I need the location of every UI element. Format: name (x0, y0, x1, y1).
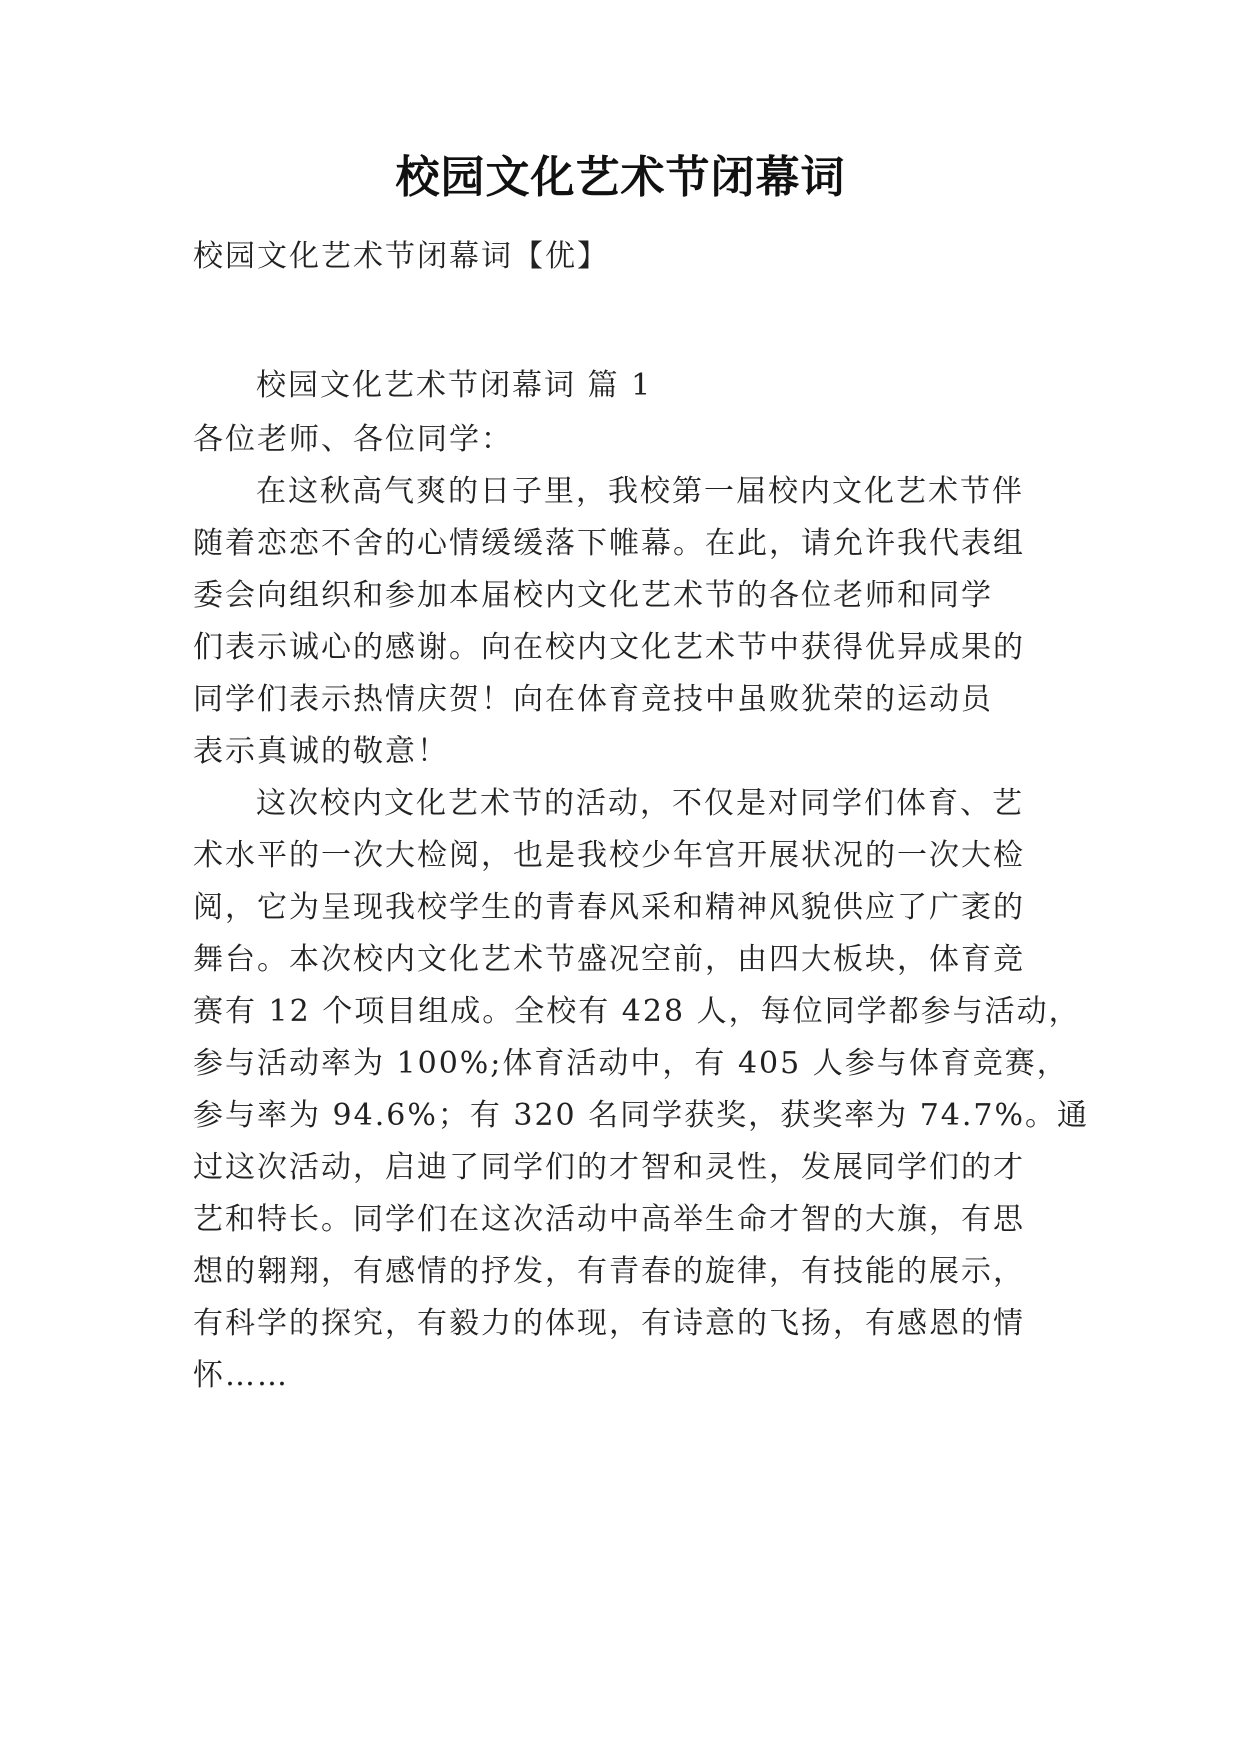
section-heading: 校园文化艺术节闭幕词 篇 1 (256, 368, 653, 403)
document-title: 校园文化艺术节闭幕词 (395, 152, 846, 203)
paragraph-line: 们表示诚心的感谢。向在校内文化艺术节中获得优异成果的 (193, 630, 1025, 665)
paragraph-line: 委会向组织和参加本届校内文化艺术节的各位老师和同学 (193, 578, 993, 613)
paragraph-line: 怀…… (193, 1358, 289, 1393)
greeting-line: 各位老师、各位同学： (193, 422, 513, 457)
paragraph-line: 在这秋高气爽的日子里，我校第一届校内文化艺术节伴 (256, 474, 1024, 509)
paragraph-line: 舞台。本次校内文化艺术节盛况空前，由四大板块，体育竞 (193, 942, 1025, 977)
paragraph-line: 参与活动率为 100%;体育活动中，有 405 人参与体育竞赛， (193, 1046, 1069, 1081)
paragraph-line: 同学们表示热情庆贺！向在体育竞技中虽败犹荣的运动员 (193, 682, 993, 717)
paragraph-line: 表示真诚的敬意！ (193, 734, 449, 769)
paragraph-line: 想的翱翔，有感情的抒发，有青春的旋律，有技能的展示， (193, 1254, 1025, 1289)
paragraph-line: 随着恋恋不舍的心情缓缓落下帷幕。在此，请允许我代表组 (193, 526, 1025, 561)
paragraph-line: 术水平的一次大检阅，也是我校少年宫开展状况的一次大检 (193, 838, 1025, 873)
paragraph-line: 过这次活动，启迪了同学们的才智和灵性，发展同学们的才 (193, 1150, 1025, 1185)
paragraph-line: 艺和特长。同学们在这次活动中高举生命才智的大旗，有思 (193, 1202, 1025, 1237)
paragraph-line: 这次校内文化艺术节的活动，不仅是对同学们体育、艺 (256, 786, 1024, 821)
paragraph-line: 有科学的探究，有毅力的体现，有诗意的飞扬，有感恩的情 (193, 1306, 1025, 1341)
paragraph-line: 赛有 12 个项目组成。全校有 428 人，每位同学都参与活动， (193, 994, 1081, 1029)
paragraph-line: 参与率为 94.6%；有 320 名同学获奖，获奖率为 74.7%。通 (193, 1098, 1090, 1133)
document-subtitle: 校园文化艺术节闭幕词【优】 (193, 239, 609, 274)
paragraph-line: 阅，它为呈现我校学生的青春风采和精神风貌供应了广袤的 (193, 890, 1025, 925)
